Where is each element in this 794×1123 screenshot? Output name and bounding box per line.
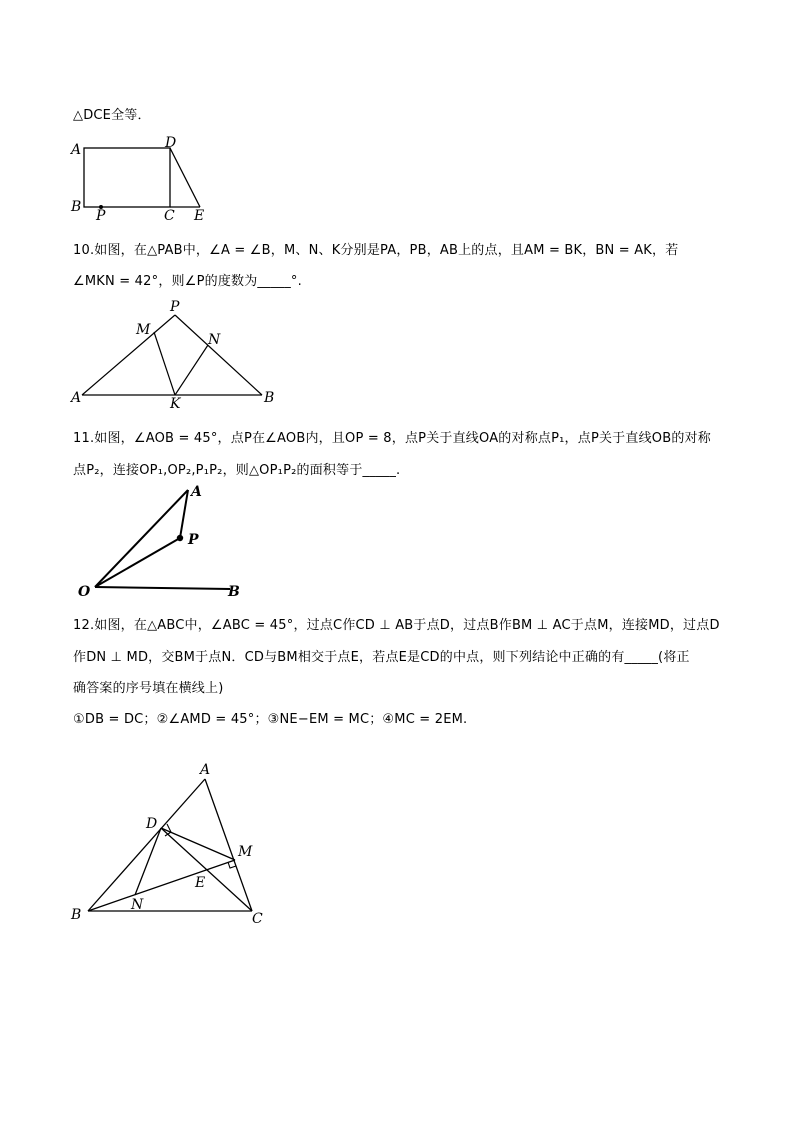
segment-op: [95, 538, 180, 587]
label-e: E: [194, 208, 205, 224]
q12-line1: 12.如图，在△ABC中，∠ABC = 45°，过点C作CD ⊥ AB于点D，过点B作BM ⊥ AC于点M，连接MD，过点D: [73, 618, 720, 633]
rectangle-abcd: [84, 148, 170, 207]
q11-line1: 11.如图，∠AOB = 45°，点P在∠AOB内，且OP = 8，点P关于直线OA的对称点P₁，点P关于直线OB的对称: [73, 431, 711, 446]
segment-de: [170, 148, 200, 207]
q10-line1: 10.如图，在△PAB中，∠A = ∠B，M、N、K分别是PA，PB，AB上的点，且AM = BK，BN = AK，若: [73, 243, 679, 258]
q12-options: ①DB = DC；②∠AMD = 45°；③NE−EM = MC；④MC = 2EM.: [73, 712, 468, 727]
label-p: P: [96, 208, 106, 224]
q10-figure: [70, 298, 285, 413]
segment-mk: [154, 332, 175, 395]
label-c: C: [252, 911, 263, 927]
label-n: N: [131, 897, 144, 913]
q12-line3: 确答案的序号填在横线上): [73, 681, 224, 696]
label-a: A: [71, 390, 82, 406]
label-o: O: [78, 584, 91, 600]
label-k: K: [170, 396, 181, 412]
label-m: M: [136, 322, 151, 338]
ray-oa: [95, 490, 188, 587]
label-b: B: [71, 199, 82, 215]
label-b: B: [264, 390, 275, 406]
label-a: A: [71, 142, 82, 158]
label-d: D: [165, 135, 177, 151]
q12-line2: 作DN ⊥ MD，交BM于点N．CD与BM相交于点E，若点E是CD的中点，则下列结论中正确的有_____(将正: [73, 650, 690, 665]
label-a: A: [191, 484, 202, 500]
label-c: C: [164, 208, 175, 224]
ray-ob: [95, 587, 230, 589]
q11-figure: [75, 482, 255, 602]
segment-pb: [175, 315, 262, 395]
label-m: M: [238, 844, 253, 860]
label-d: D: [146, 816, 158, 832]
segment-nk: [175, 345, 208, 395]
segment-dn: [135, 828, 161, 895]
label-b: B: [71, 907, 82, 923]
q9-figure: [70, 135, 220, 225]
label-a: A: [200, 762, 211, 778]
label-e: E: [195, 875, 206, 891]
point-p-dot: [177, 535, 183, 541]
q10-line2: ∠MKN = 42°，则∠P的度数为_____°.: [73, 274, 302, 289]
label-p: P: [188, 532, 199, 548]
q11-line2: 点P₂，连接OP₁,OP₂,P₁P₂，则△OP₁P₂的面积等于_____.: [73, 463, 401, 478]
q12-figure: [68, 760, 278, 935]
q9-tail-text: △DCE全等．: [73, 108, 151, 123]
label-n: N: [208, 332, 221, 348]
label-p: P: [170, 299, 180, 315]
label-b: B: [228, 584, 240, 600]
